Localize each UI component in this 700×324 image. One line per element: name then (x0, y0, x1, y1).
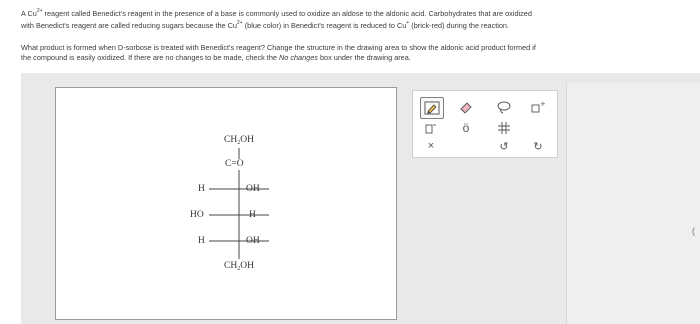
bottom-ch2oh-label: $CH_2OH$ (224, 261, 254, 272)
edge-glyph: ( (692, 226, 695, 236)
c4-left-substituent: HO (190, 210, 204, 220)
clear-button[interactable] (420, 136, 442, 156)
drawing-toolbar (412, 90, 558, 158)
pencil-tool[interactable] (420, 97, 444, 119)
fischer-projection (56, 88, 396, 319)
question-line-2: the compound is easily oxidized. If there are no changes to be made, check the No changes box under the drawing area. (21, 53, 411, 62)
ring-tool[interactable] (493, 118, 515, 138)
negative-charge-icon (423, 121, 439, 135)
c4-right-substituent: H (249, 210, 256, 220)
c5-right-substituent: OH (246, 236, 260, 246)
clear-x-icon: × (427, 140, 435, 152)
lasso-tool[interactable] (493, 97, 515, 117)
undo-icon: ↺ (499, 140, 509, 153)
instruction-line-1: A $Cu^{2+}$ reagent called Benedict's reagent in the presence of a base is commonly used to oxidize an aldose to the aldonic acid. Carbohydrates that are oxidized (21, 8, 532, 18)
charge-icon (530, 100, 546, 114)
eraser-icon (458, 100, 474, 114)
lone-pair-tool[interactable] (455, 118, 477, 138)
hash-bond-icon (496, 121, 512, 135)
carbonyl-label: C=O (225, 159, 244, 169)
eraser-tool[interactable] (455, 97, 477, 117)
negative-charge-tool[interactable] (420, 118, 442, 138)
c3-right-substituent: OH (246, 184, 260, 194)
lone-pair-icon: ö (462, 121, 470, 135)
undo-button[interactable] (493, 136, 515, 156)
question-line-1: What product is formed when D-sorbose is treated with Benedict's reagent? Change the structure in the drawing area to show the aldonic acid product formed if (21, 43, 536, 52)
pencil-icon (424, 101, 440, 115)
panel-divider (566, 83, 567, 324)
redo-button[interactable] (527, 136, 549, 156)
side-panel (566, 83, 700, 324)
top-ch2oh-label: $CH_2OH$ (224, 135, 254, 146)
structure-bonds (56, 88, 396, 319)
c3-left-substituent: H (198, 184, 205, 194)
drawing-area[interactable] (55, 87, 397, 320)
svg-text:+: + (540, 100, 546, 108)
redo-icon: ↻ (533, 140, 543, 153)
charge-tool[interactable] (527, 97, 549, 117)
c5-left-substituent: H (198, 236, 205, 246)
instruction-line-2: with Benedict's reagent are called reducing sugars because the $Cu^{2+}$ (blue color) in Benedict's reagent is reduced to Cu+ (brick-red) during the reaction. (21, 20, 510, 30)
lasso-icon (496, 100, 512, 114)
